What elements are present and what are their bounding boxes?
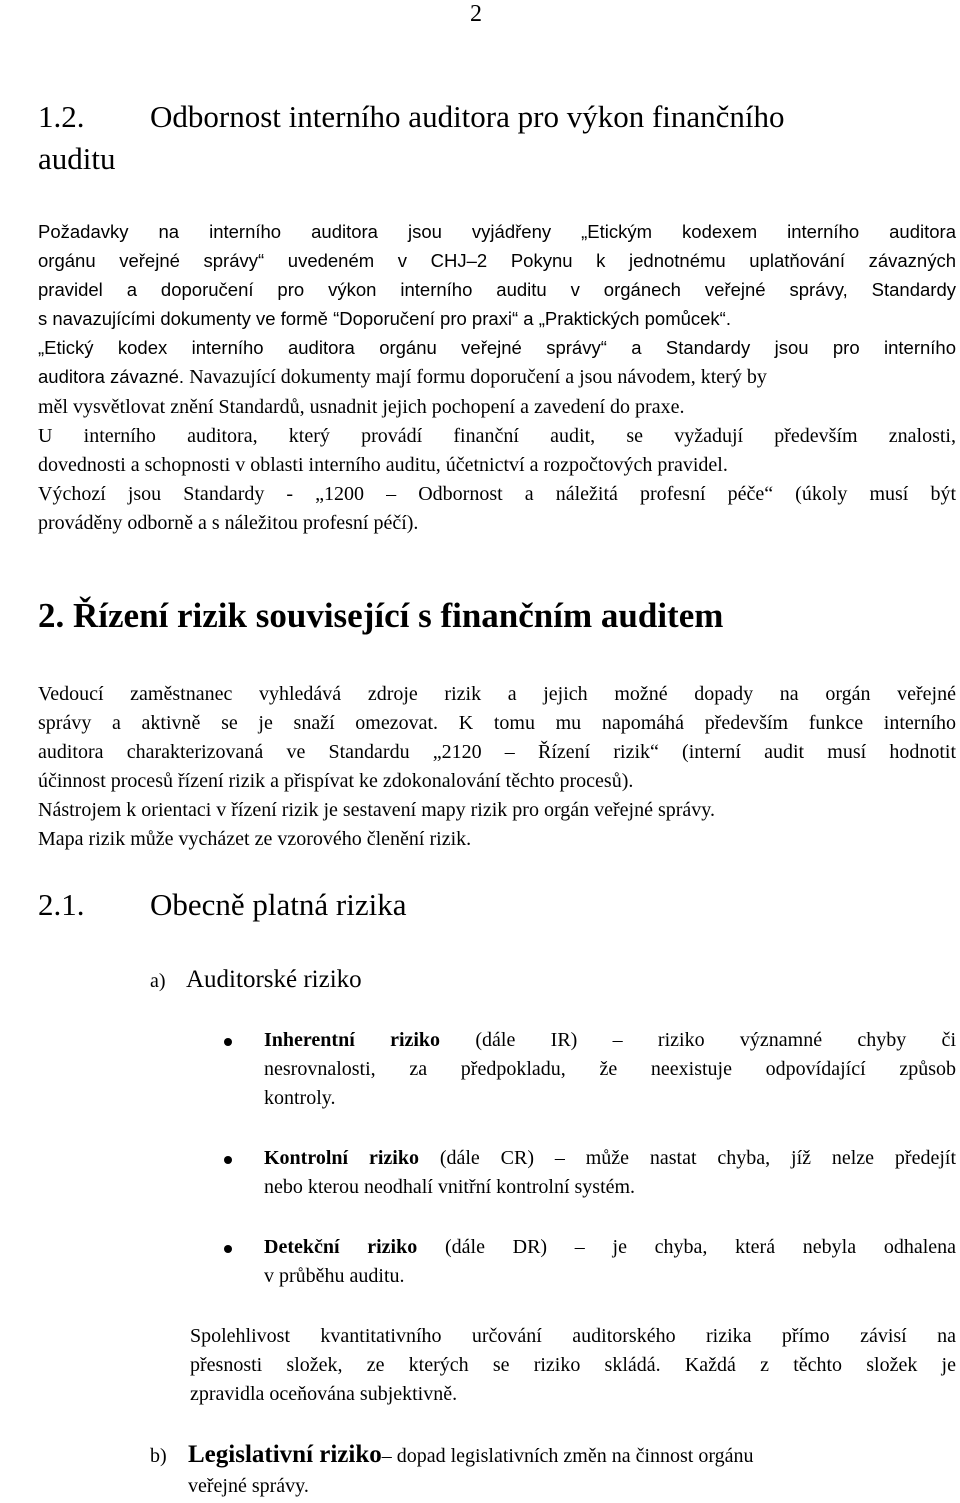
bullet-term: Inherentní riziko xyxy=(264,1029,441,1051)
subsection-heading-a xyxy=(150,962,362,999)
paragraph-requirements xyxy=(38,217,956,392)
subsection-text: – dopad legislativních změn na činnost orgánu xyxy=(381,1445,754,1467)
text-line: Vedoucí zaměstnanec vyhledává zdroje rizik a jejich možné dopady na orgán veřejné xyxy=(38,683,956,705)
text-line: „Etický kodex interního auditora orgánu veřejné správy“ a Standardy jsou pro interního xyxy=(38,337,956,358)
text-line: auditora charakterizovaná ve Standardu „2120 – Řízení rizik“ (interní audit musí hodnotit xyxy=(38,741,956,763)
bullet-icon xyxy=(224,1245,232,1253)
list-item xyxy=(224,1026,956,1113)
text-line: Nástrojem k orientaci v řízení rizik je sestavení mapy rizik pro orgán veřejné správy. xyxy=(38,799,715,821)
page-number: 2 xyxy=(470,1,482,27)
bullet-term: Detekční riziko xyxy=(264,1236,418,1258)
paragraph-risk-management xyxy=(38,680,956,854)
text-line: orgánu veřejné správy“ uvedeném v CHJ–2 Pokynu k jednotnému uplatňování závazných xyxy=(38,250,956,271)
paragraph-reliability xyxy=(190,1322,956,1409)
section-title-line1: Odbornost interního auditora pro výkon finančního xyxy=(150,99,785,134)
section-heading-1-2 xyxy=(38,96,918,180)
bullet-term: Kontrolní riziko xyxy=(264,1147,419,1169)
bullet-text: (dále IR) – riziko významné chyby či xyxy=(475,1029,956,1051)
bullet-text: (dále CR) – může nastat chyba, jíž nelze předejít xyxy=(439,1147,957,1169)
section-heading-2-1 xyxy=(38,885,406,925)
text-line: dovednosti a schopnosti v oblasti interního auditu, účetnictví a rozpočtových pravidel. xyxy=(38,454,728,476)
text-line: v průběhu auditu. xyxy=(264,1265,405,1287)
section-title-line2: auditu xyxy=(38,141,116,176)
text-line: Požadavky na interního auditora jsou vyjádřeny „Etickým kodexem interního auditora xyxy=(38,221,956,242)
bullet-icon xyxy=(224,1038,232,1046)
text-line: Mapa rizik může vycházet ze vzorového členění rizik. xyxy=(38,828,472,850)
section-number: 1.2. xyxy=(38,99,85,134)
subsection-title: Legislativní riziko xyxy=(188,1441,382,1468)
text-line: nebo kterou neodhalí vnitřní kontrolní systém. xyxy=(264,1176,636,1198)
list-item xyxy=(224,1233,956,1291)
subsection-text-line2: veřejné správy. xyxy=(188,1475,309,1497)
text-line xyxy=(264,1026,956,1055)
text-line: Výchozí jsou Standardy - „1200 – Odbornost a náležitá profesní péče“ (úkoly musí být xyxy=(38,483,956,505)
text-segment: Navazující dokumenty mají formu doporučení a jsou návodem, který by xyxy=(189,366,767,388)
text-line xyxy=(264,1144,956,1173)
text-line: nesrovnalosti, za předpokladu, že neexistuje odpovídající způsob xyxy=(264,1058,956,1080)
text-line: U interního auditora, který provádí finanční audit, se vyžadují především znalosti, xyxy=(38,425,956,447)
bullet-list xyxy=(224,1026,956,1291)
subsection-legislative-risk xyxy=(150,1440,956,1501)
list-item xyxy=(224,1144,956,1202)
text-line: Spolehlivost kvantitativního určování auditorského rizika přímo závisí na xyxy=(190,1325,956,1347)
subsection-label: b) xyxy=(150,1445,167,1467)
text-line: prováděny odborně a s náležitou profesní péčí). xyxy=(38,512,419,534)
text-line: správy a aktivně se je snaží omezovat. K tomu mu napomáhá především funkce interního xyxy=(38,712,956,734)
text-line xyxy=(38,362,956,392)
text-line xyxy=(264,1233,956,1262)
section-number: 2.1. xyxy=(38,887,85,922)
text-line: pravidel a doporučení pro výkon interního auditu v orgánech veřejné správy, Standardy xyxy=(38,279,956,300)
section-heading-2: 2. Řízení rizik související s finančním auditem xyxy=(38,596,724,635)
paragraph-standards xyxy=(38,393,956,538)
subsection-title: Auditorské riziko xyxy=(186,966,362,993)
bullet-icon xyxy=(224,1156,232,1164)
text-line: účinnost procesů řízení rizik a přispívat ke zdokonalování těchto procesů). xyxy=(38,770,634,792)
section-title: Obecně platná rizika xyxy=(150,887,407,922)
text-segment: auditora závazné. xyxy=(38,366,185,387)
subsection-label: a) xyxy=(150,970,166,992)
bullet-text: (dále DR) – je chyba, která nebyla odhalena xyxy=(444,1236,957,1258)
text-line: kontroly. xyxy=(264,1087,336,1109)
text-line: zpravidla oceňována subjektivně. xyxy=(190,1383,458,1405)
text-line: přesnosti složek, ze kterých se riziko skládá. Každá z těchto složek je xyxy=(190,1354,956,1376)
text-line: s navazujícími dokumenty ve formě “Doporučení pro praxi“ a „Praktických pomůcek“. xyxy=(38,308,731,329)
text-line: měl vysvětlovat znění Standardů, usnadnit jejich pochopení a zavedení do praxe. xyxy=(38,396,685,418)
